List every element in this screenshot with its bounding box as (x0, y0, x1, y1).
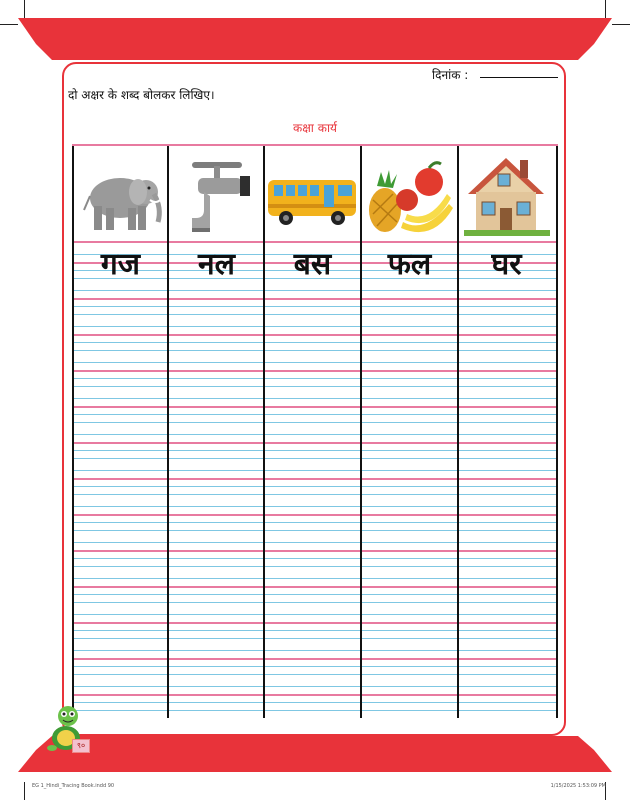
ruled-line (72, 362, 558, 363)
ruled-line (72, 578, 558, 579)
section-title: कक्षा कार्य (292, 121, 338, 135)
word-nal: नल (198, 247, 235, 282)
ruled-line (72, 494, 558, 495)
ruled-line (72, 486, 558, 487)
word-bas: बस (293, 247, 332, 282)
page-number: ९० (72, 739, 90, 753)
ruled-line (72, 650, 558, 651)
ruled-line (72, 326, 558, 327)
ruled-line (72, 514, 558, 516)
ruled-line (72, 594, 558, 595)
ruled-line (72, 622, 558, 624)
ruled-line (72, 542, 558, 543)
ruled-line (72, 614, 558, 615)
date-input-line[interactable] (480, 77, 558, 78)
ruled-line (72, 378, 558, 379)
ruled-line (72, 442, 558, 444)
ruled-line (72, 414, 558, 415)
ruled-line (72, 686, 558, 687)
column-divider (263, 146, 265, 718)
ruled-line (72, 694, 558, 696)
ruled-line (72, 478, 558, 480)
ruled-line (72, 550, 558, 552)
ruled-line (72, 334, 558, 336)
ruled-line (72, 558, 558, 559)
ruled-line (72, 470, 558, 471)
word-phal: फल (387, 247, 432, 282)
writing-grid (72, 146, 558, 718)
ruled-line (72, 658, 558, 660)
date-label: दिनांक : (432, 68, 469, 82)
ruled-line (72, 386, 558, 387)
ruled-line (72, 350, 558, 351)
ruled-line (72, 522, 558, 523)
crop-mark (24, 782, 25, 800)
house-icon (460, 152, 553, 240)
word-gaj: गज (100, 247, 141, 282)
ruled-line (72, 241, 558, 243)
ruled-line (72, 566, 558, 567)
ruled-line (72, 530, 558, 531)
word-ghar: घर (491, 247, 522, 282)
column-divider (457, 146, 459, 718)
ruled-line (72, 674, 558, 675)
ruled-line (72, 630, 558, 631)
column-divider (360, 146, 362, 718)
ruled-line (72, 434, 558, 435)
ruled-line (72, 458, 558, 459)
ruled-line (72, 398, 558, 399)
ruled-line (72, 586, 558, 588)
ruled-line (72, 406, 558, 408)
column-divider (556, 146, 558, 718)
ruled-line (72, 290, 558, 291)
ruled-line (72, 298, 558, 300)
ruled-line (72, 422, 558, 423)
ruled-line (72, 602, 558, 603)
ruled-line (72, 370, 558, 372)
elephant-icon (74, 152, 167, 240)
ruled-line (72, 702, 558, 703)
ruled-line (72, 342, 558, 343)
ruled-line (72, 710, 558, 711)
ruled-line (72, 506, 558, 507)
column-divider (167, 146, 169, 718)
ruled-line (72, 638, 558, 639)
school-bus-icon (266, 152, 359, 240)
ruled-line (72, 450, 558, 451)
water-tap-icon (170, 152, 263, 240)
footer-timestamp: 1/15/2025 1:53:09 PM (550, 783, 606, 789)
ruled-line (72, 306, 558, 307)
instruction-text: दो अक्षर के शब्द बोलकर लिखिए। (68, 88, 215, 102)
ruled-line (72, 666, 558, 667)
fruits-icon (363, 152, 456, 240)
ruled-line (72, 314, 558, 315)
footer-file: EG 1_Hindi_Tracing Book.indd 90 (32, 783, 115, 789)
